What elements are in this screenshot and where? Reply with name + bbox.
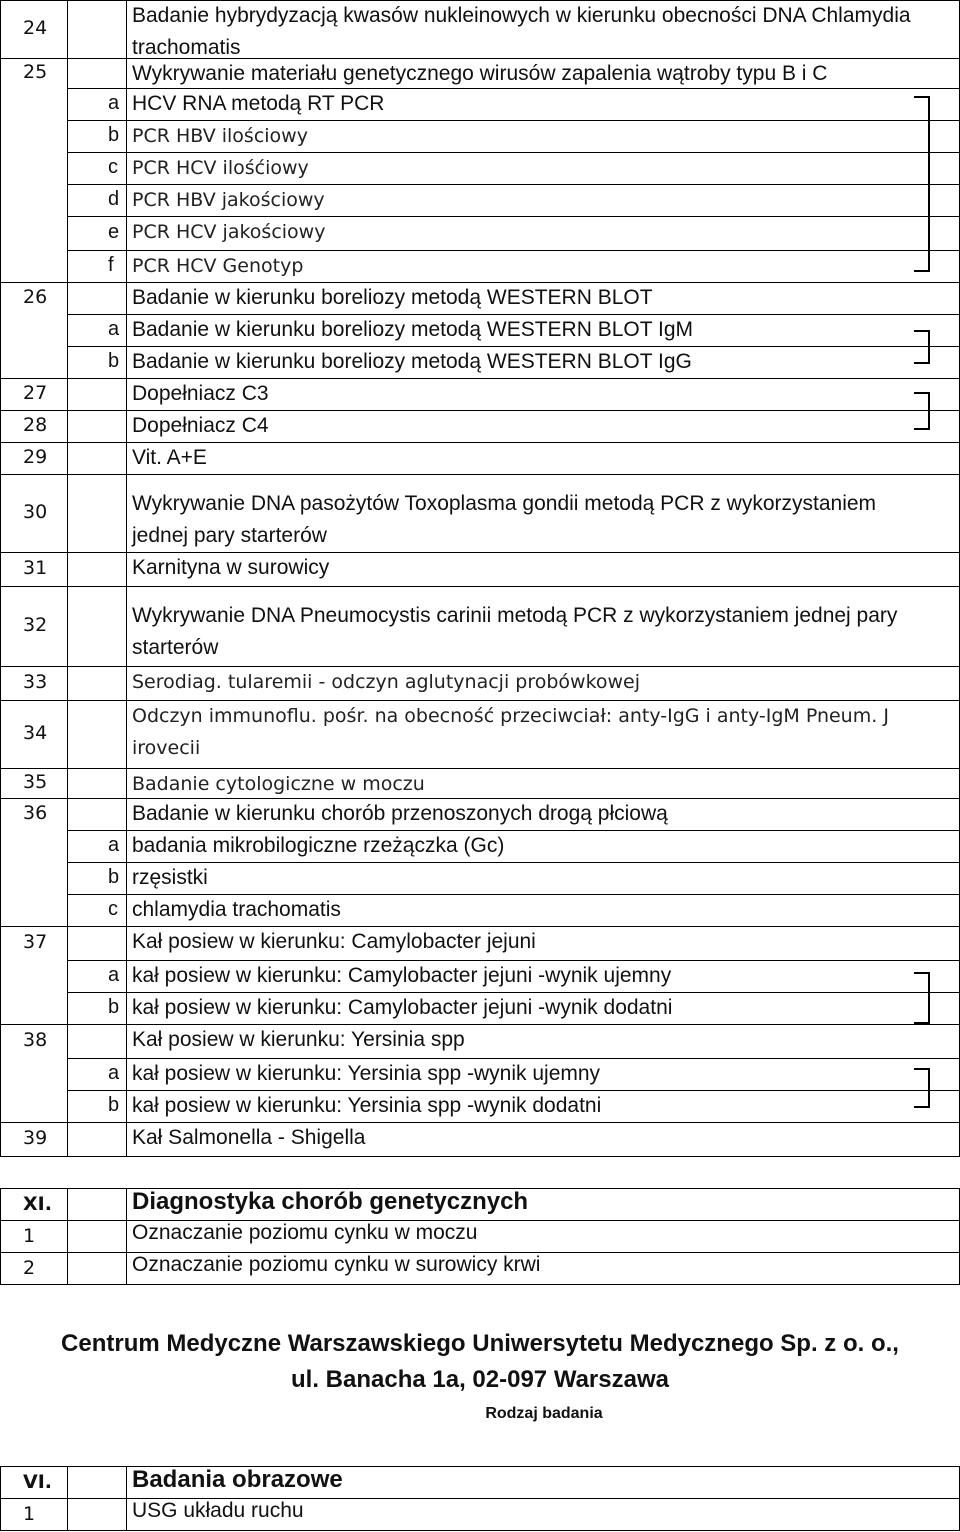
table-row (0, 216, 960, 250)
sub-item-letter: a (108, 318, 120, 340)
row-number: 32 (23, 614, 48, 636)
table-row (0, 1252, 960, 1284)
section-number: XI. (23, 1193, 52, 1215)
table-row (0, 120, 960, 152)
test-name: Vit. A+E (132, 446, 207, 469)
table-row (0, 1058, 960, 1090)
section-title: Diagnostyka chorób genetycznych (132, 1188, 529, 1215)
table-row (0, 700, 960, 768)
row-number: 24 (23, 17, 48, 39)
row-number: 36 (23, 802, 48, 824)
section-header (0, 1188, 960, 1220)
table-row (0, 282, 960, 314)
test-name: badania mikrobilogiczne rzeżączka (Gc) (132, 834, 505, 857)
test-name: PCR HCV ilośćiowy (132, 157, 309, 179)
test-name: PCR HCV jakościowy (132, 221, 326, 243)
table-row (0, 152, 960, 184)
test-name: Odczyn immunoflu. pośr. na obecność przeciwciał: anty-IgG i anty-IgM Pneum. J irovecii (132, 705, 889, 759)
row-number: 28 (23, 414, 48, 436)
row-number: 35 (23, 771, 48, 793)
row-number: 25 (23, 61, 48, 83)
sub-item-letter: a (108, 964, 120, 986)
table-row (0, 1220, 960, 1252)
sub-item-letter: b (108, 124, 120, 146)
table-row (0, 960, 960, 992)
test-name: Wykrywanie DNA pasożytów Toxoplasma gondii metodą PCR z wykorzystaniem jednej pary starterów (132, 492, 877, 547)
table-row (0, 926, 960, 960)
table-row (0, 1498, 960, 1530)
grouping-bracket (914, 972, 930, 1024)
table-row (0, 894, 960, 926)
table-row (0, 184, 960, 216)
table-row (0, 378, 960, 410)
sub-item-letter: b (108, 1094, 120, 1116)
table-row (0, 1024, 960, 1058)
table-row (0, 0, 960, 58)
row-number: 31 (23, 557, 48, 579)
row-number: 2 (23, 1257, 36, 1279)
table-row (0, 1122, 960, 1156)
test-name: Kał posiew w kierunku: Camylobacter jejuni (132, 930, 536, 953)
row-number: 39 (23, 1127, 48, 1149)
test-name: Oznaczanie poziomu cynku w surowicy krwi (132, 1253, 541, 1276)
section-title: Badania obrazowe (132, 1466, 343, 1493)
test-name: Dopełniacz C3 (132, 382, 269, 405)
table-row (0, 474, 960, 552)
clinic-name: Centrum Medyczne Warszawskiego Uniwersytetu Medycznego Sp. z o. o., (61, 1330, 899, 1357)
test-name: Badanie w kierunku chorób przenoszonych drogą płciową (132, 802, 668, 825)
table-row (0, 830, 960, 862)
grouping-bracket (914, 330, 930, 364)
grouping-bracket (914, 392, 930, 430)
row-number: 26 (23, 286, 48, 308)
table-row (0, 250, 960, 282)
test-name: Kał posiew w kierunku: Yersinia spp (132, 1028, 465, 1051)
grouping-bracket (914, 1068, 930, 1108)
row-number: 34 (23, 722, 48, 744)
table-row (0, 410, 960, 442)
table-row (0, 666, 960, 700)
table-row (0, 586, 960, 666)
row-divider (0, 1156, 960, 1157)
test-name: PCR HBV ilościowy (132, 125, 308, 147)
row-number: 27 (23, 382, 48, 404)
table-row (0, 798, 960, 830)
sub-item-letter: b (108, 866, 120, 888)
table-row (0, 58, 960, 88)
clinic-address: ul. Banacha 1a, 02-097 Warszawa (291, 1366, 669, 1393)
table-row (0, 992, 960, 1024)
section-number: VI. (23, 1471, 52, 1493)
table-row (0, 862, 960, 894)
test-name: Oznaczanie poziomu cynku w moczu (132, 1221, 478, 1244)
test-name: Dopełniacz C4 (132, 414, 269, 437)
row-number: 38 (23, 1029, 48, 1051)
test-name: PCR HCV Genotyp (132, 255, 304, 277)
table-row (0, 314, 960, 346)
sub-item-letter: b (108, 996, 120, 1018)
test-name: kał posiew w kierunku: Yersinia spp -wynik ujemny (132, 1062, 601, 1085)
test-name: Badanie cytologiczne w moczu (132, 773, 425, 795)
test-name: USG układu ruchu (132, 1499, 304, 1522)
test-name: Badanie w kierunku boreliozy metodą WESTERN BLOT IgG (132, 350, 692, 373)
table-row (0, 552, 960, 586)
test-name: Badanie hybrydyzacją kwasów nukleinowych w kierunku obecności DNA Chlamydia trachomatis (132, 4, 911, 59)
test-name: kał posiew w kierunku: Yersinia spp -wynik dodatni (132, 1094, 602, 1117)
sub-item-letter: a (108, 834, 120, 856)
row-number: 1 (23, 1503, 36, 1525)
sub-item-letter: d (108, 188, 120, 210)
section-header (0, 1466, 960, 1498)
sub-item-letter: c (108, 898, 118, 920)
test-name: kał posiew w kierunku: Camylobacter jejuni -wynik ujemny (132, 964, 672, 987)
sub-item-letter: b (108, 350, 120, 372)
test-name: PCR HBV jakościowy (132, 189, 325, 211)
row-divider (0, 1284, 960, 1285)
test-name: HCV RNA metodą RT PCR (132, 92, 385, 115)
test-name: Badanie w kierunku boreliozy metodą WESTERN BLOT (132, 286, 653, 309)
row-number: 30 (23, 501, 48, 523)
test-name: chlamydia trachomatis (132, 898, 341, 921)
row-number: 37 (23, 931, 48, 953)
column-header: Rodzaj badania (485, 1405, 603, 1422)
table-row (0, 346, 960, 378)
test-name: rzęsistki (132, 866, 208, 889)
row-divider (0, 1530, 960, 1531)
test-name: Badanie w kierunku boreliozy metodą WESTERN BLOT IgM (132, 318, 694, 341)
test-name: Karnityna w surowicy (132, 556, 330, 579)
sub-item-letter: c (108, 156, 118, 178)
test-name: Serodiag. tularemii - odczyn aglutynacji probówkowej (132, 671, 641, 693)
table-row (0, 88, 960, 120)
table-row (0, 1090, 960, 1122)
test-name: Kał Salmonella - Shigella (132, 1126, 366, 1149)
sub-item-letter: e (108, 221, 120, 243)
row-number: 1 (23, 1225, 36, 1247)
table-row (0, 768, 960, 798)
test-name: kał posiew w kierunku: Camylobacter jejuni -wynik dodatni (132, 996, 673, 1019)
test-name: Wykrywanie DNA Pneumocystis carinii metodą PCR z wykorzystaniem jednej pary starterów (132, 604, 898, 659)
sub-item-letter: a (108, 92, 120, 114)
test-name: Wykrywanie materiału genetycznego wirusów zapalenia wątroby typu B i C (132, 62, 828, 85)
grouping-bracket (914, 96, 930, 272)
sub-item-letter: a (108, 1062, 120, 1084)
sub-item-letter: f (108, 254, 114, 276)
row-number: 29 (23, 446, 48, 468)
row-number: 33 (23, 671, 48, 693)
table-row (0, 442, 960, 474)
